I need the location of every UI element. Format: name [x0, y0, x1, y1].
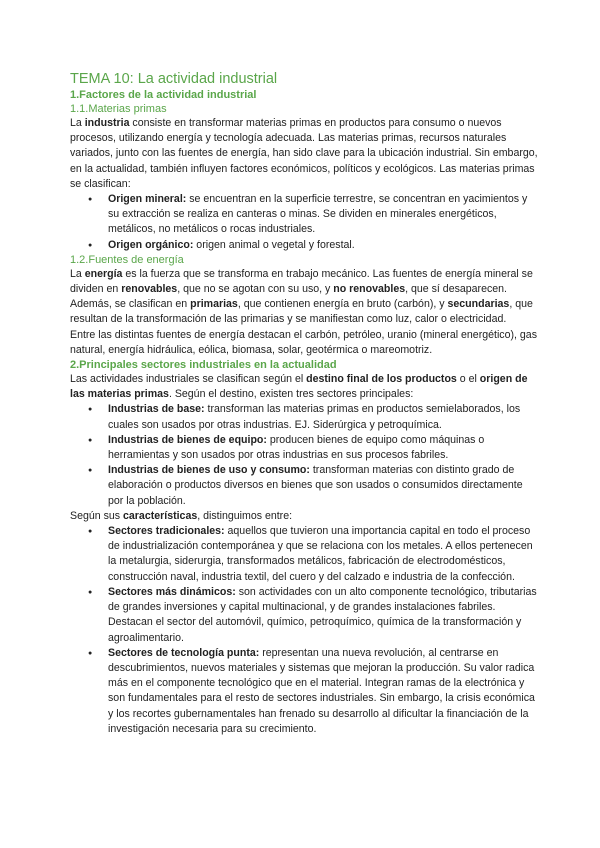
materias-primas-list: [70, 192, 538, 253]
list-item: ● Sectores tradicionales: aquellos que tuvieron una importancia capital en todo el proceso de industrialización contemporánea y que se relaciona con los metales. A ellos pertenecen la metalurgia, siderurgia, transformados metálicos, fabricación de electrodomésticos, construcción naval, industria textil, del cuero y del calzado e industria de la confección.: [108, 524, 538, 585]
sectores-destino-list: [70, 402, 538, 508]
list-item: ● Industrias de base: transforman las materias primas en productos semielaborados, los cuales son usados por otras industrias. EJ. Siderúrgica y petroquímica.: [108, 402, 538, 432]
section-heading-sectores: 2.Principales sectores industriales en la actualidad: [70, 359, 337, 372]
paragraph-energia: La energía es la fuerza que se transforma en trabajo mecánico. Las fuentes de energía mineral se dividen en renovables, que no se agotan con su uso, y no renovables, que sí desaparecen. Además, se clasifican en primarias, que contienen energía en bruto (carbón), y secundarias, que resultan de la transformación de las primarias y se manifiestan como luz, calor o electricidad.: [70, 267, 533, 326]
sectores-caracteristicas-list: [70, 524, 538, 737]
page-title: TEMA 10: La actividad industrial: [70, 71, 278, 87]
document-page: [70, 70, 538, 737]
paragraph-industria: La industria consiste en transformar materias primas en productos para consumo o nuevos procesos, utilizando energía y tecnología adecuada. Las materias primas, recursos naturales variados, junto con las fuentes de energía, han sido clave para la ubicación industrial. Sin embargo, en la actualidad, también influyen factores económicos, políticos y ecológicos. Las materias primas se clasifican:: [70, 117, 538, 190]
subsection-heading-materias-primas: 1.1.Materias primas: [70, 103, 167, 115]
paragraph-caracteristicas: Según sus características, distinguimos entre:: [70, 509, 293, 522]
list-item: ● Sectores de tecnología punta: representan una nueva revolución, al centrarse en descubrimientos, nuevos materiales y sistemas que mejoran la producción. Su valor radica más en el componente tecnológico que en el material. Integran ramas de la electrónica y son fundamentales para el resto de sectores industriales. Sin embargo, la crisis económica y los recortes gubernamentales han frenado su desarrollo al dificultar la financiación de la investigación necesaria para su crecimiento.: [108, 646, 538, 737]
list-item: ● Origen mineral: se encuentran en la superficie terrestre, se concentran en yacimientos y su extracción se realiza en canteras o minas. Se dividen en minerales energéticos, metálicos, no metálicos o rocas industriales.: [108, 192, 538, 238]
section-heading-factores: 1.Factores de la actividad industrial: [70, 89, 257, 101]
paragraph-fuentes-list: Entre las distintas fuentes de energía destacan el carbón, petróleo, uranio (mineral energético), gas natural, energía hidráulica, eólica, biomasa, solar, geotérmica o mareomotriz.: [70, 328, 537, 356]
list-item: ● Industrias de bienes de equipo: producen bienes de equipo como máquinas o herramientas y son usados por otras industrias en sus procesos fabriles.: [108, 433, 538, 463]
list-item: ● Industrias de bienes de uso y consumo: transforman materias con distinto grado de elaboración o productos diversos en bienes que son usados o consumidos directamente por la población.: [108, 463, 538, 509]
list-item: ● Sectores más dinámicos: son actividades con un alto componente tecnológico, tributarias de grandes inversiones y capital multinacional, y de grandes instalaciones fabriles. Destacan el sector del automóvil, químico, petroquímico, química de la transformación y agroalimentario.: [108, 585, 538, 646]
subsection-heading-fuentes-energia: 1.2.Fuentes de energía: [70, 253, 184, 266]
paragraph-clasificacion: Las actividades industriales se clasifican según el destino final de los productos o el origen de las materias primas. Según el destino, existen tres sectores principales:: [70, 373, 528, 401]
list-item: ● Origen orgánico: origen animal o vegetal y forestal.: [108, 238, 538, 253]
